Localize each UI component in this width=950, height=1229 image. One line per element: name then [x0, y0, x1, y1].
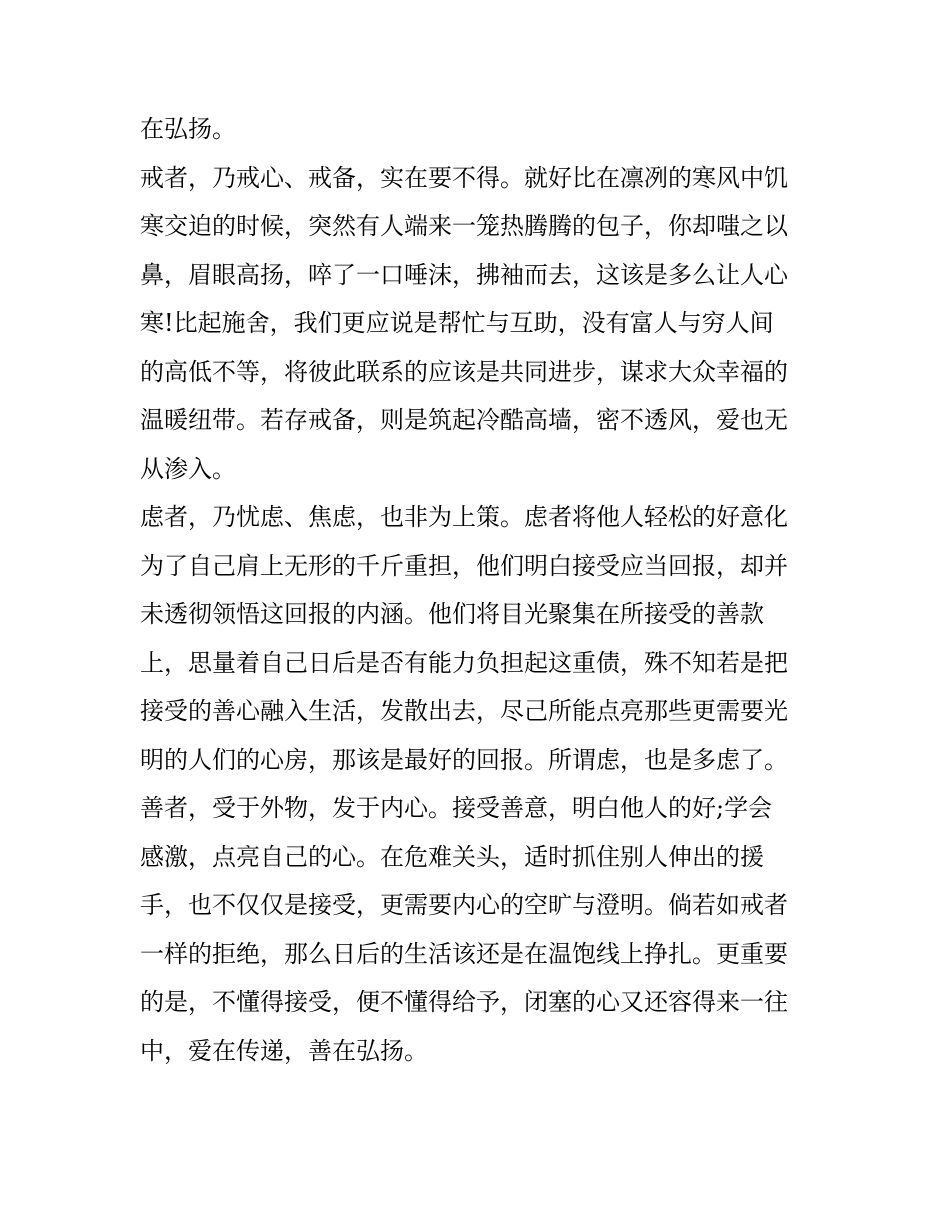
text-line: 寒!比起施舍，我们更应说是帮忙与互助，没有富人与穷人间 — [140, 309, 774, 337]
text-line: 善者，受于外物，发于内心。接受善意，明白他人的好;学会 — [140, 794, 773, 822]
text-line: 感激，点亮自己的心。在危难关头，适时抓住别人伸出的援 — [140, 842, 764, 871]
text-line: 中，爱在传递，善在弘扬。 — [140, 1036, 428, 1065]
text-line: 上，思量着自己日后是否有能力负担起这重债，殊不知若是把 — [140, 648, 788, 677]
text-line: 接受的善心融入生活，发散出去，尽己所能点亮那些更需要光 — [140, 697, 788, 725]
text-line: 温暖纽带。若存戒备，则是筑起冷酷高墙，密不透风，爱也无 — [140, 406, 788, 434]
text-line: 手，也不仅仅是接受，更需要内心的空旷与澄明。倘若如戒者 — [140, 891, 788, 919]
text-line: 的是，不懂得接受，便不懂得给予，闭塞的心又还容得来一往 — [140, 988, 788, 1016]
text-line: 戒者，乃戒心、戒备，实在要不得。就好比在凛冽的寒风中饥 — [140, 163, 788, 192]
text-line: 一样的拒绝，那么日后的生活该还是在温饱线上挣扎。更重要 — [140, 939, 788, 968]
text-line: 明的人们的心房，那该是最好的回报。所谓虑，也是多虑了。 — [140, 745, 788, 774]
text-line: 未透彻领悟这回报的内涵。他们将目光聚集在所接受的善款 — [140, 600, 764, 628]
text-line: 从渗入。 — [140, 454, 236, 483]
text-line: 在弘扬。 — [140, 115, 236, 143]
essay-body — [140, 105, 820, 1075]
text-line: 寒交迫的时候，突然有人端来一笼热腾腾的包子，你却嗤之以 — [140, 212, 788, 240]
text-line: 为了自己肩上无形的千斤重担，他们明白接受应当回报，却并 — [140, 551, 788, 580]
text-line: 鼻，眉眼高扬，啐了一口唾沫，拂袖而去，这该是多么让人心 — [140, 260, 788, 289]
text-line: 虑者，乃忧虑、焦虑，也非为上策。虑者将他人轻松的好意化 — [140, 503, 788, 531]
text-line: 的高低不等，将彼此联系的应该是共同进步，谋求大众幸福的 — [140, 357, 788, 386]
